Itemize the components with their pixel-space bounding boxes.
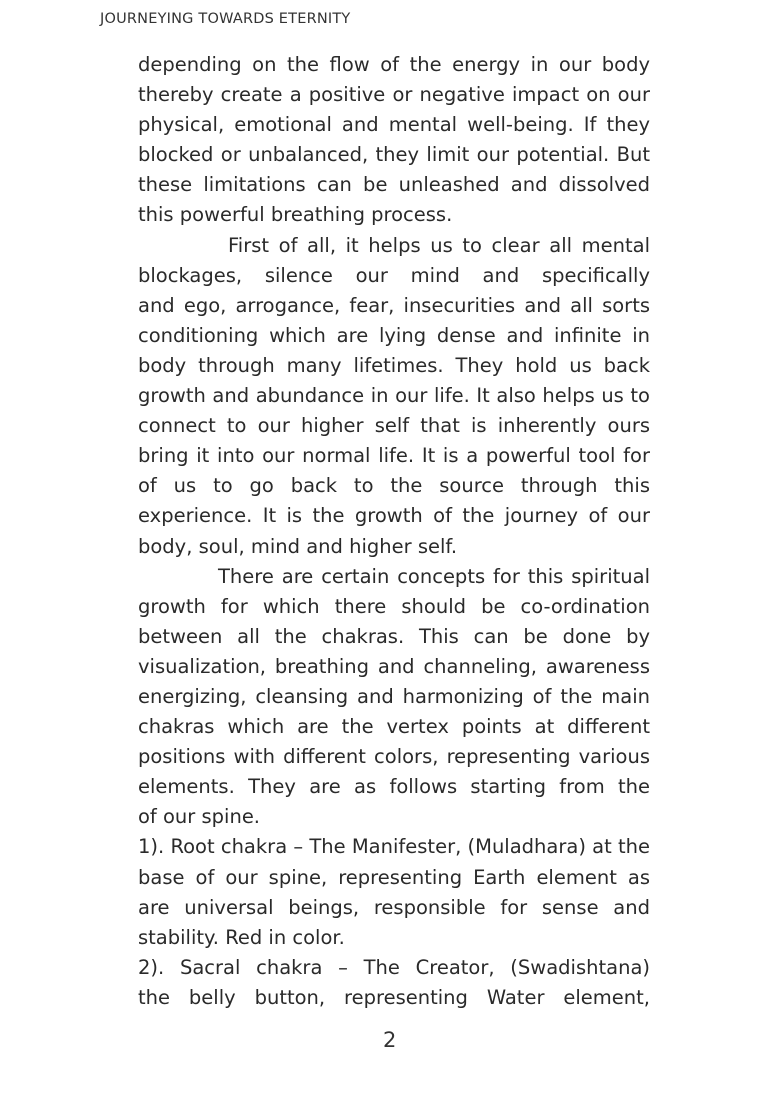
text-line: growth for which there should be co-ordination — [138, 594, 650, 618]
text-line: stability. Red in color. — [138, 925, 345, 949]
text-line: physical, emotional and mental well-being. If they — [138, 113, 650, 137]
text-line: of our spine. — [138, 805, 261, 829]
text-line: blockages, silence our mind and specifically — [138, 263, 650, 287]
text-line: experience. It is the growth of the journey of our — [138, 504, 650, 528]
text-line: base of our spine, representing Earth element as — [138, 865, 650, 889]
text-line: depending on the flow of the energy in our body — [138, 53, 650, 76]
text-line: bring it into our normal life. It is a powerful tool for — [138, 444, 650, 468]
text-line: There are certain concepts for this spiritual — [218, 564, 650, 588]
text-line: connect to our higher self that is inherently ours — [138, 414, 650, 438]
text-line: between all the chakras. This can be done by — [138, 624, 650, 648]
text-line: this powerful breathing process. — [138, 203, 453, 227]
text-line: of us to go back to the source through this — [138, 474, 650, 498]
text-line: the belly button, representing Water element, — [138, 985, 650, 1009]
text-line: these limitations can be unleashed and dissolved — [138, 173, 650, 197]
text-line: and ego, arrogance, fear, insecurities and all sorts — [138, 293, 650, 317]
text-line: elements. They are as follows starting from the — [138, 775, 650, 799]
text-line: 2). Sacral chakra – The Creator, (Swadishtana) — [138, 955, 650, 979]
text-line: chakras which are the vertex points at different — [138, 715, 650, 739]
page-number: 2 — [383, 1028, 397, 1052]
text-line: First of all, it helps us to clear all mental — [228, 233, 650, 257]
text-line: body, soul, mind and higher self. — [138, 534, 458, 558]
text-line: thereby create a positive or negative impact on our — [138, 83, 650, 107]
page-body-text — [138, 50, 650, 1013]
text-line: are universal beings, responsible for sense and — [138, 895, 650, 919]
text-line: growth and abundance in our life. It also helps us to — [138, 384, 650, 408]
running-header: JOURNEYING TOWARDS ETERNITY — [100, 11, 351, 27]
text-line: blocked or unbalanced, they limit our potential. But — [138, 143, 650, 167]
text-line: conditioning which are lying dense and infinite in — [138, 323, 650, 347]
text-line: body through many lifetimes. They hold us back — [138, 353, 650, 377]
text-line: energizing, cleansing and harmonizing of the main — [138, 684, 650, 708]
text-line: positions with different colors, representing various — [138, 745, 650, 769]
text-line: visualization, breathing and channeling, awareness — [138, 654, 650, 678]
text-line: 1). Root chakra – The Manifester, (Muladhara) at the — [138, 835, 650, 859]
